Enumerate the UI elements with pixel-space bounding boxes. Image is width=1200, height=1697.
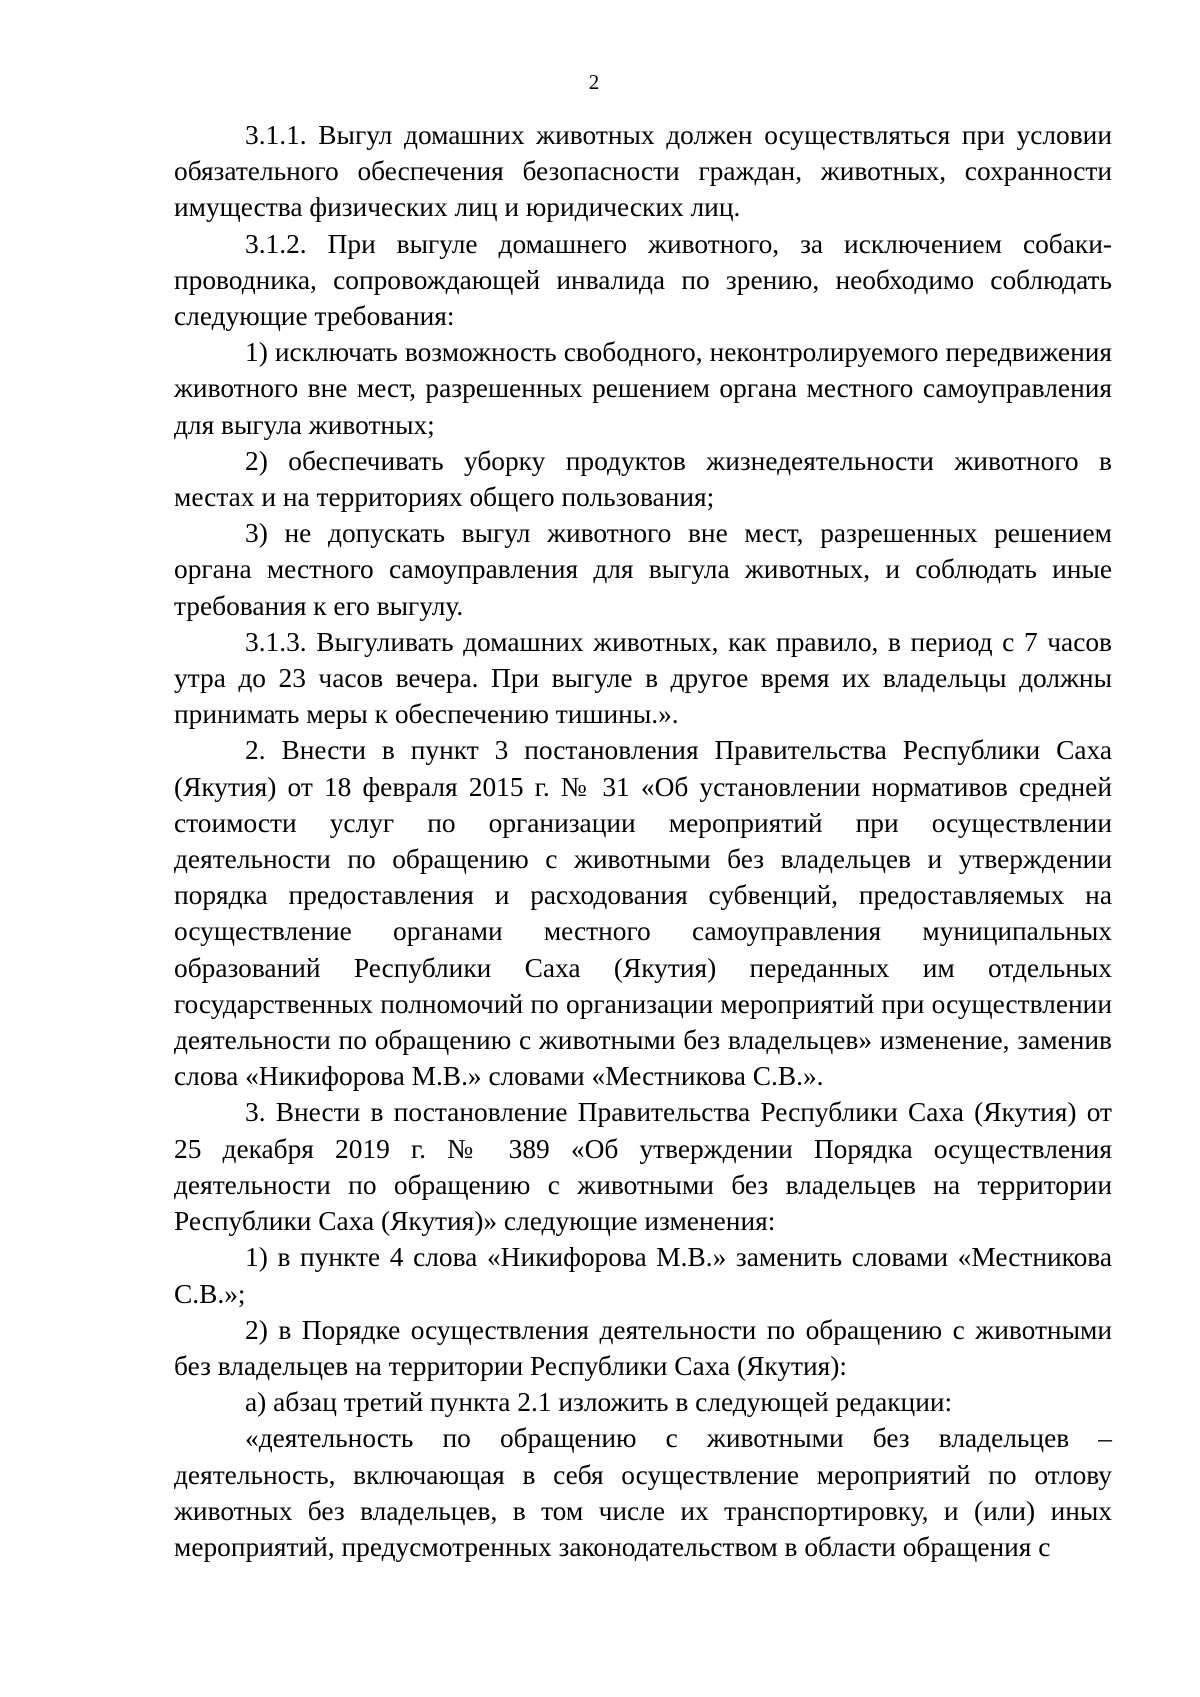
list-item-2: 2) обеспечивать уборку продуктов жизнедеятельности животного в местах и на территориях общего пользования; xyxy=(174,445,1112,513)
page-number: 2 xyxy=(588,70,600,94)
paragraph-3-1-1: 3.1.1. Выгул домашних животных должен осуществляться при условии обязательного обеспечения безопасности граждан, животных, сохранности имущества физических лиц и юридических лиц. xyxy=(174,120,1112,223)
list-item-1: 1) исключать возможность свободного, неконтролируемого передвижения животного вне мест, разрешенных решением органа местного самоуправления для выгула животных; xyxy=(174,337,1112,440)
paragraph-3-item-1: 1) в пункте 4 слова «Никифорова М.В.» заменить словами «Местникова С.В.»; xyxy=(174,1242,1112,1309)
paragraph-3: 3. Внести в постановление Правительства Республики Саха (Якутия) от 25 декабря 2019 г. № 389 «Об утверждении Порядка осуществления деятельности по обращению с животными без владельцев на территории Республики Саха (Якутия)» следующие изменения: xyxy=(174,1097,1112,1237)
paragraph-3-1-2: 3.1.2. При выгуле домашнего животного, за исключением собаки-проводника, сопровождающей инвалида по зрению, необходимо соблюдать следующие требования: xyxy=(174,228,1112,332)
list-item-3: 3) не допускать выгул животного вне мест, разрешенных решением органа местного самоуправления для выгула животных, и соблюдать иные требования к его выгулу. xyxy=(174,518,1112,621)
paragraph-2: 2. Внести в пункт 3 постановления Правительства Республики Саха (Якутия) от 18 февраля 2015 г. № 31 «Об установлении нормативов средней стоимости услуг по организации мероприятий при осуществлении деятельности по обращению с животными без владельцев и утверждении порядка предоставления и расходования субвенций, предоставляемых на осуществление органами местного самоуправления муниципальных образований Республики Саха (Якутия) переданных им отдельных государственных полномочий по организации мероприятий при осуществлении деятельности по обращению с животными без владельцев» изменение, заменив слова «Никифорова М.В.» словами «Местникова С.В.». xyxy=(174,735,1112,1092)
paragraph-3-1-3: 3.1.3. Выгуливать домашних животных, как правило, в период с 7 часов утра до 23 часов вечера. При выгуле в другое время их владельцы должны принимать меры к обеспечению тишины.». xyxy=(174,626,1112,730)
quoted-definition: «деятельность по обращению с животными без владельцев – деятельность, включающая в себя осуществление мероприятий по отлову животных без владельцев, в том числе их транспортировку, и (или) иных мероприятий, предусмотренных законодательством в области обращения с xyxy=(174,1423,1112,1562)
paragraph-3-item-2: 2) в Порядке осуществления деятельности по обращению с животными без владельцев на территории Республики Саха (Якутия): xyxy=(174,1314,1112,1381)
document-body xyxy=(174,117,1112,1565)
paragraph-3-item-a: а) абзац третий пункта 2.1 изложить в следующей редакции: xyxy=(245,1387,953,1418)
